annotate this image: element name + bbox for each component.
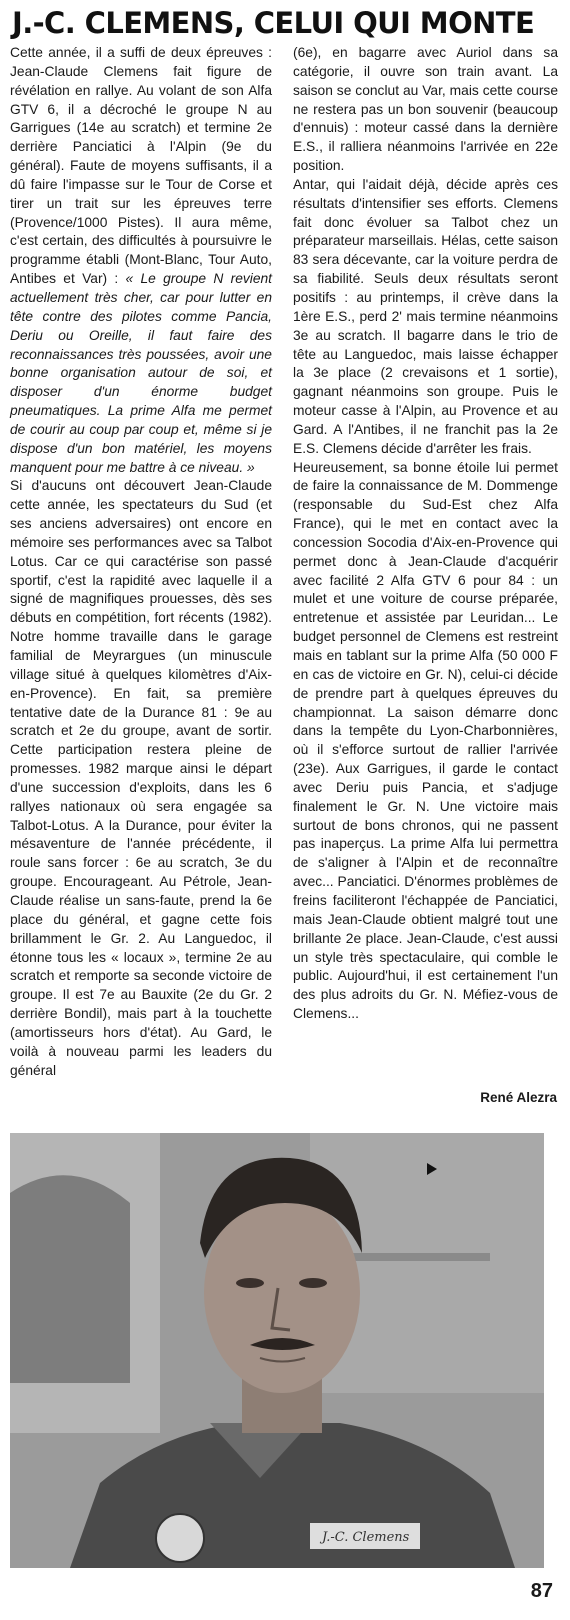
left-paragraph-2: Si d'aucuns ont découvert Jean-Claude cette année, les spectateurs du Sud (et ses anciens adversaires) ont encore en mémoire ses performances avec sa Talbot Lotus. Car ce qui caractérise son passé sportif, c'est la rapidité avec laquelle il a signé de magnifiques prouesses, dès ses débuts en compétition, fort récents (1982). Notre homme travaille dans le garage familial de Meyrargues (un minuscule village situé à quelques kilomètres d'Aix-en-Provence). En fait, sa première tentative date de la Durance 81 : 9e au scratch et 2e du groupe, avant de sortir. Cette participation restera pleine de promesses. 1982 marque ainsi le départ d'une succession d'exploits, dans les 6 rallyes nationaux où sera engagée sa Talbot-Lotus. A la Durance, pour éviter la mésaventure de l'année précédente, il roule sans forcer : 6e au scratch, 3e du groupe. Encourageant. Au Pétrole, Jean-Claude réalise un sans-faute, prend la 6e place du général, et gagne cette fois brillamment le Gr. 2. Au Languedoc, il étonne tous les « locaux », termine 2e au scratch et remporte sa seconde victoire de groupe. Il est 7e au Bauxite (2e du Gr. 2 derrière Bondil), mais part à la touchette (amortisseurs hors d'état). Au Gard, le voilà à nouveau parmi les leaders du général — [10, 478, 272, 1078]
left-paragraph-1 — [10, 44, 272, 477]
left-column — [10, 44, 272, 1080]
right-paragraph-2: Antar, qui l'aidait déjà, décide après ces résultats d'intensifier ses efforts. Clemens fait donc évoluer sa Talbot chez un préparateur marseillais. Hélas, cette saison 83 sera décevante, car la voiture perdra de sa fiabilité. Seuls deux résultats seront positifs : au printemps, il crève dans la 1ère E.S., perd 2' mais termine néanmoins 3e au scratch. Il bagarre dans le trio de tête au Languedoc, mais laisse échapper la 3e place (2 crevaisons et 1 sortie), gagnant néanmoins son groupe. Puis le moteur casse à l'Alpin, au Provence et au Gard. A l'Antibes, il ne franchit pas la 2e E.S. Clemens décide d'arrêter les frais. — [293, 176, 558, 456]
right-paragraph-1: (6e), en bagarre avec Auriol dans sa catégorie, il ouvre son train avant. La saison se conclut au Var, mais cette course ne restera pas un bon souvenir (beaucoup d'ennuis) : moteur cassé dans la dernière E.S., il ralliera néanmoins l'arrivée en 22e position. — [293, 45, 558, 174]
author-byline: René Alezra — [480, 1090, 557, 1105]
right-paragraph-3: Heureusement, sa bonne étoile lui permet de faire la connaissance de M. Dommenge (responsable du Sud-Est chez Alfa France), qui le met en contact avec la concession Socodia d'Aix-en-Provence qui permet donc à Jean-Claude d'acquérir avec facilité 2 Alfa GTV 6 pour 84 : un mulet et une voiture de course préparée, entretenue et assistée par Leuridan... Le budget personnel de Clemens est restreint mais en tablant sur la prime Alfa (50 000 F en cas de victoire en Gr. N), celui-ci décide de prendre part à quelques épreuves du championnat. La saison démarre donc dans la tempête du Lyon-Charbonnières, où il s'efforce surtout de rallier l'arrivée (23e). Aux Garrigues, il garde le contact avec Deriu puis Pancia, et s'adjuge finalement le Gr. N. Une victoire mais surtout de bons chronos, qui ne passent pas inaperçus. La prime Alfa lui permettra de s'aligner à l'Alpin et de reconnaître avec... Panciatici. D'énormes problèmes de freins faciliteront l'échappée de Panciatici, mais Jean-Claude obtient malgré tout une brillante 2e place. Jean-Claude, c'est aussi un style très spectaculaire, qui comble le public. Aujourd'hui, il est certainement l'un des plus adroits du Gr. N. Méfiez-vous de Clemens... — [293, 459, 558, 1022]
page-number: 87 — [530, 1580, 553, 1602]
suit-name-tag: J.-C. Clemens — [322, 1530, 410, 1545]
article-title: J.-C. CLEMENS, CELUI QUI MONTE — [12, 6, 535, 40]
driver-quote: « Le groupe N revient actuellement très cher, car pour lutter en tête contre des pilotes comme Pancia, Deriu ou Oreille, il faut faire des reconnaissances très poussées, avoir une bonne organisation autour de soi, et disposer d'un énorme budget pneumatiques. La prime Alfa me permet de courir au coup par coup et, même si je dispose d'un bon matériel, les moyens manquent pour me battre à ce niveau. » — [10, 271, 273, 475]
portrait-illustration — [10, 1133, 544, 1568]
driver-portrait-photo — [10, 1133, 544, 1568]
right-column — [293, 44, 558, 1024]
intro-text: Cette année, il a suffi de deux épreuves : Jean-Claude Clemens fait figure de révélation en rallye. Au volant de son Alfa GTV 6, il a décroché le groupe N au Garrigues (14e au scratch) et termine 2e derrière Panciatici à l'Alpin (9e du général). Faute de moyens suffisants, il a dû faire l'impasse sur le Tour de Corse et tirer un trait sur les épreuves terre (Provence/1000 Pistes). Il aura même, c'est certain, des difficultés à poursuivre le programme établi (Mont-Blanc, Tour Auto, Antibes et Var) : — [10, 45, 272, 287]
